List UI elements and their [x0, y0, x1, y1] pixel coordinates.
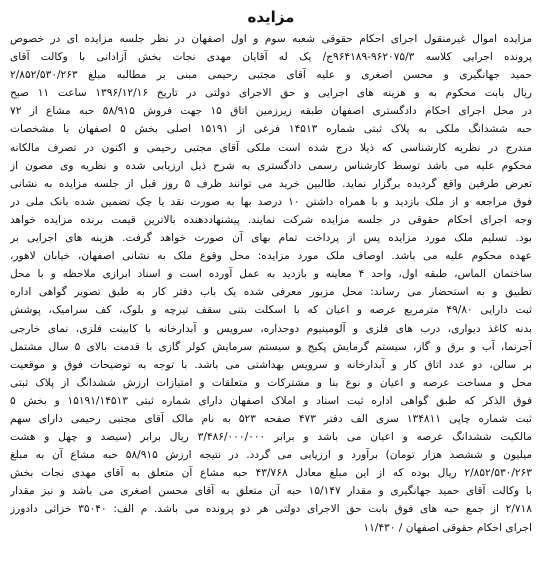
notice-line: ریال بابت محکوم به و هزینه های اجرایی و حق الاجرای دولتی در تاریخ ۱۳۹۶/۱۲/۱۶ ساعت ۱۱ صبح: [10, 87, 532, 100]
notice-line: آجرنما، آب و برق و گاز، سیستم گرمایش پکیج و سیستم سرمایش کولر گازی با قدمت بالای ۵ سال مشتمل: [10, 340, 532, 353]
notice-line: ثبت دارایی ۴۹/۸۰ مترمربع عرصه و اعیان که با اسکلت بتنی سقف تیرچه و بلوک، کف سرامیک، پوشش: [10, 304, 532, 317]
notice-line: ساختمان الماس، طبقه اول، واحد ۴ معاینه و بازدید به عمل آورده است و اسناد ابرازی ملاحظه و با محل: [10, 268, 532, 281]
notice-line: فوق الذکر که طبق گواهی اداره ثبت اسناد و املاک اصفهان دارای شماره ثبتی ۱۵۱۹۱/۱۴۵۱۳ و بخش ۵: [10, 394, 532, 407]
notice-line: محل و مساحت عرصه و اعیان و نوع بنا و مشترکات و متعلقات و امتیازات ارزش ششدانگ از پلاک ثبتی: [10, 376, 532, 389]
notice-line: اجرای احکام حقوقی اصفهان / ۱۱/۴۳۰: [363, 521, 532, 534]
notice-line: پرونده اجرایی کلاسه ۹۶۲۰۷۵/۳-۹۶۴۱۸۹ج/ یک له آقایان مهدی نجات بخش آزادانی با وکالت آقای: [10, 51, 532, 64]
notice-line: تعرض طرفین واقع گردیده برگزار نماید. طالبین خرید می توانند ظرف ۵ روز قبل از جلسه مزایده به نشانی: [10, 177, 532, 190]
notice-line: بدنه کاغذ دیواری، درب های فلزی و آلومینیوم دوجداره، سرویس و آبدارخانه با کابینت فلزی، نمای خارجی: [10, 322, 532, 335]
notice-line: در محل اجرای احکام دادگستری اصفهان طبقه زیرزمین اتاق ۱۵ جهت فروش ۵۸/۹۱۵ حبه مشاع از ۷۲: [10, 105, 532, 118]
notice-line: بود. تسلیم ملک مورد مزایده پس از پرداخت تمام بهای آن صورت خواهد گرفت. هزینه های اجرایی بر: [10, 232, 532, 245]
notice-line: ۲/۷۱۸ از جمع حبه های فوق بابت حق الاجرای دولتی هر دو پرونده می باشد. م الف: ۳۵۰۴۰ خزائی دادورز: [10, 503, 532, 516]
notice-line: بر سالن، دو عدد اتاق کار و آبدارخانه و سرویس بهداشتی می باشد. با توجه به توضیحات فوق و موقعیت: [10, 358, 532, 371]
notice-line: با وکالت آقای حمید جهانگیری و مقدار ۱۵/۱۴۷ حبه آن متعلق به آقای محسن اصغری می باشد و نیز مقدار: [10, 485, 532, 498]
notice-line: حمید جهانگیری و محسن اصغری و علیه آقای مجتبی رحیمی مبنی بر مطالبه مبلغ ۲/۸۵۲/۵۳۰/۲۶۳: [10, 69, 532, 82]
notice-line: وجه اجرای احکام حقوقی در جلسه مزایده شرکت نمایند. پیشنهاددهنده بالاترین قیمت برنده مزایده خواهد: [10, 213, 532, 226]
notice-line: عهده محکوم علیه می باشد. اوصاف ملک مورد مزایده: محل وقوع ملک به نشانی اصفهان، خیابان لاهور،: [10, 250, 532, 263]
notice-title: مزایده: [247, 8, 295, 26]
notice-line: ثبت شماره چاپی ۱۳۴۸۱۱ سری الف دفتر ۴۷۳ صفحه ۵۲۳ به نام مالک آقای مجتبی رحیمی دارای سهم: [10, 412, 532, 425]
notice-line: ۲/۸۵۲/۵۳۰/۲۶۳ ریال بوده که از این مبلغ معادل ۴۳/۷۶۸ حبه مشاع آن متعلق به آقای مهدی نجات بخش: [10, 467, 532, 480]
notice-line: فوق مراجعه و از ملک بازدید و با همراه داشتن ۱۰ درصد بها به صورت نقد یا چک تضمین شده بانک ملی در: [10, 195, 532, 208]
notice-body: [10, 30, 532, 537]
notice-line: مندرج در نظریه کارشناسی که ذیلا درج شده است ملکی آقای مجتبی رحیمی و اکنون در تصرف مالکانه: [10, 141, 532, 154]
notice-line: مالکیت ششدانگ عرصه و اعیان می باشد و برابر ۳/۴۸۶/۰۰۰/۰۰۰ ریال برابر (سیصد و چهل و هشت: [10, 431, 532, 444]
notice-line: مزایده اموال غیرمنقول اجرای احکام حقوقی شعبه سوم و اول اصفهان در نظر جلسه مزایده ای در خصوص: [10, 33, 532, 45]
notice-line: میلیون و ششصد هزار تومان) برآورد و ارزیابی می گردد. در نتیجه ارزش ۵۸/۹۱۵ حبه مشاع آن به مبلغ: [10, 449, 532, 462]
notice-line: تطبیق و به استحضار می رساند: محل مزبور معرفی شده یک باب دفتر کار به طبق تصویر گواهی اداره: [10, 286, 532, 299]
notice-line: حبه ششدانگ ملکی به پلاک ثبتی شماره ۱۴۵۱۳ فرعی از ۱۵۱۹۱ اصلی بخش ۵ اصفهان با مشخصات: [10, 123, 532, 136]
notice-line: محکوم علیه می باشد توسط کارشناس رسمی دادگستری به شرح ذیل ارزیابی شده و نظریه وی مصون از: [10, 159, 532, 172]
